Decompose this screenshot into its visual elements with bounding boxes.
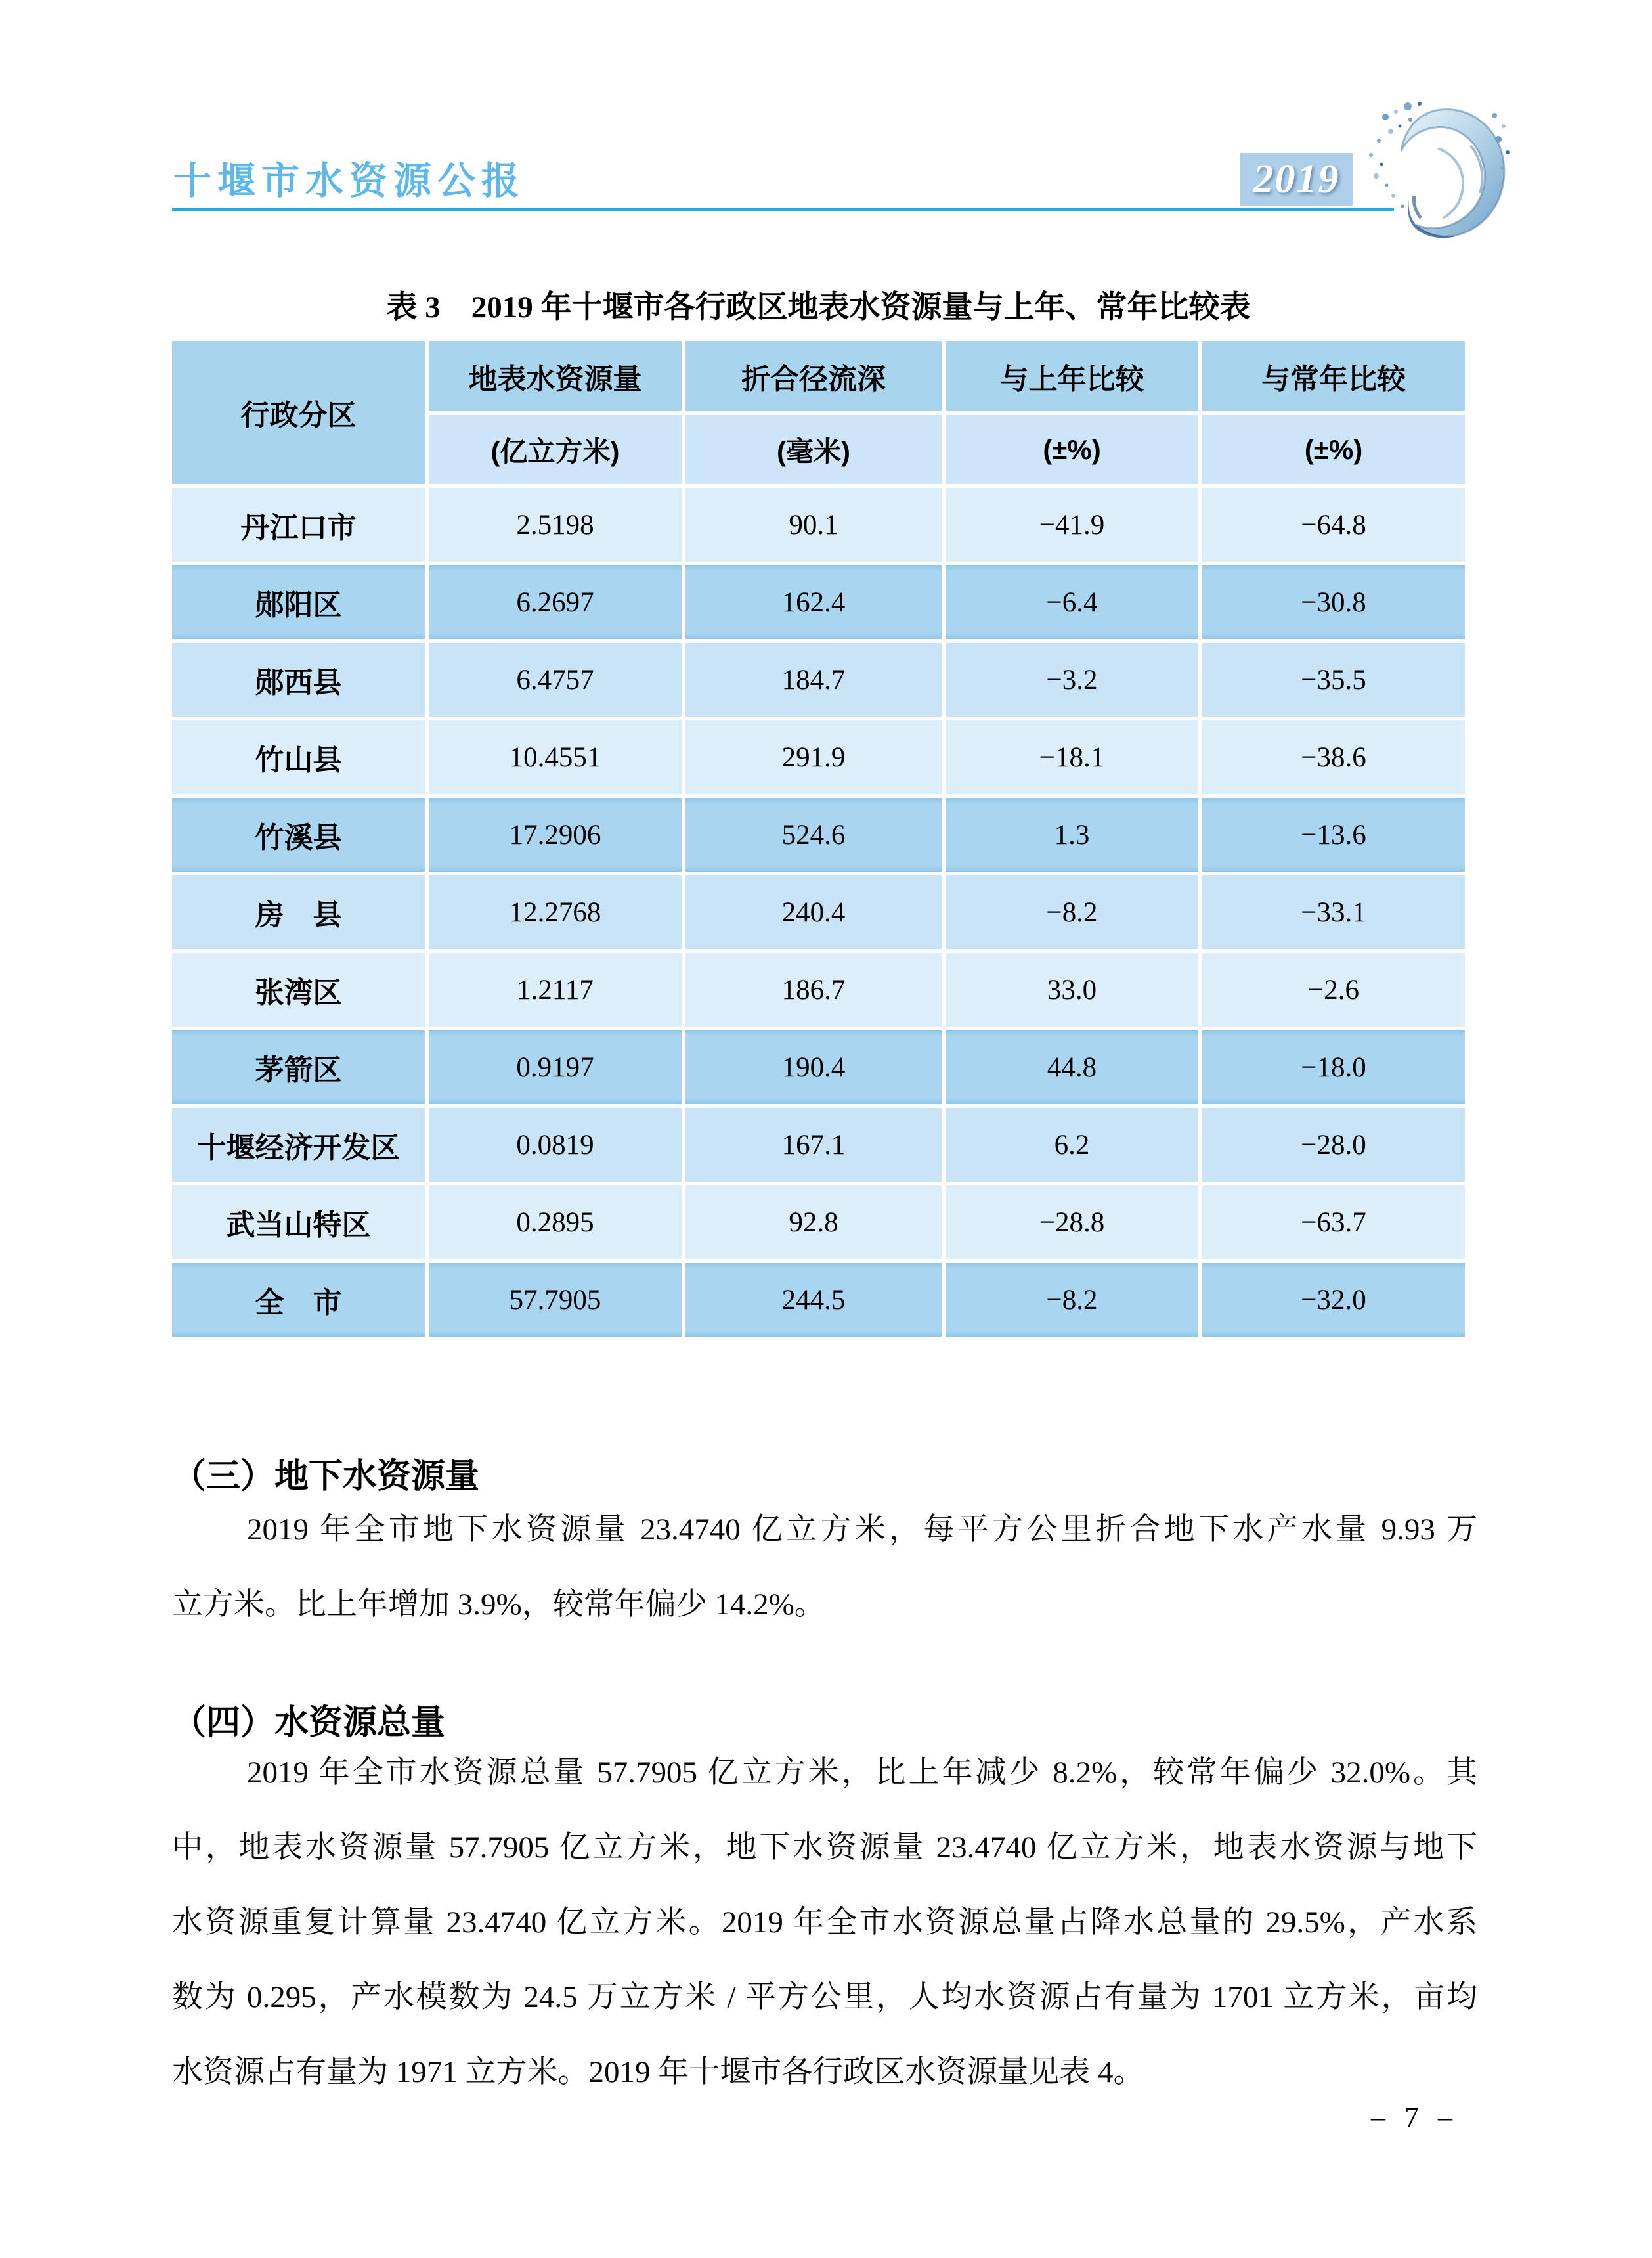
region-cell: 十堰经济开发区 xyxy=(172,1108,425,1182)
value-cell: 57.7905 xyxy=(429,1263,682,1337)
table3-header xyxy=(172,341,1465,484)
table-row xyxy=(172,565,1465,639)
value-cell: 0.0819 xyxy=(429,1108,682,1182)
value-cell: 167.1 xyxy=(685,1108,942,1182)
region-cell: 张湾区 xyxy=(172,953,425,1027)
page-number: – 7 – xyxy=(1371,2101,1452,2133)
table-row xyxy=(172,488,1465,562)
value-cell: −8.2 xyxy=(946,875,1198,949)
value-cell: 291.9 xyxy=(685,720,942,794)
value-cell: −8.2 xyxy=(946,1263,1198,1337)
table-row xyxy=(172,643,1465,717)
section-heading-total-water: （四）水资源总量 xyxy=(172,1704,446,1742)
value-cell: 0.9197 xyxy=(429,1030,682,1104)
table-row xyxy=(172,1185,1465,1259)
section-heading-groundwater: （三）地下水资源量 xyxy=(172,1457,480,1496)
header-rule xyxy=(172,208,1394,211)
table-row xyxy=(172,1030,1465,1104)
value-cell: 184.7 xyxy=(685,643,942,717)
region-cell: 竹山县 xyxy=(172,720,425,794)
unit-vs-normal: (±%) xyxy=(1202,415,1465,484)
unit-vs-last-year: (±%) xyxy=(946,415,1198,484)
column-header-surface-water: 地表水资源量 xyxy=(429,341,682,411)
paragraph-line: 水资源重复计算量 23.4740 亿立方米。2019 年全市水资源总量占降水总量的 29.5%，产水系 xyxy=(172,1905,1477,1939)
value-cell: −33.1 xyxy=(1202,875,1465,949)
table3-title: 表 3 2019 年十堰市各行政区地表水资源量与上年、常年比较表 xyxy=(386,290,1251,324)
value-cell: 44.8 xyxy=(946,1030,1198,1104)
value-cell: 186.7 xyxy=(685,953,942,1027)
table3-body xyxy=(172,488,1465,1337)
region-cell: 武当山特区 xyxy=(172,1185,425,1259)
value-cell: 92.8 xyxy=(685,1185,942,1259)
value-cell: 0.2895 xyxy=(429,1185,682,1259)
value-cell: 90.1 xyxy=(685,488,942,562)
value-cell: −28.0 xyxy=(1202,1108,1465,1182)
table-row xyxy=(172,1263,1465,1337)
table-row xyxy=(172,720,1465,794)
value-cell: 524.6 xyxy=(685,798,942,872)
value-cell: −30.8 xyxy=(1202,565,1465,639)
value-cell: −18.1 xyxy=(946,720,1198,794)
value-cell: 1.3 xyxy=(946,798,1198,872)
water-splash-image xyxy=(1347,97,1517,255)
paragraph-line: 立方米。比上年增加 3.9%，较常年偏少 14.2%。 xyxy=(172,1587,825,1622)
column-header-runoff-depth: 折合径流深 xyxy=(685,341,942,411)
value-cell: 162.4 xyxy=(685,565,942,639)
unit-runoff-depth: (毫米) xyxy=(685,415,942,484)
value-cell: 190.4 xyxy=(685,1030,942,1104)
table-row xyxy=(172,798,1465,872)
value-cell: −63.7 xyxy=(1202,1185,1465,1259)
value-cell: −32.0 xyxy=(1202,1263,1465,1337)
region-cell: 全 市 xyxy=(172,1263,425,1337)
value-cell: 6.2697 xyxy=(429,565,682,639)
value-cell: −18.0 xyxy=(1202,1030,1465,1104)
year-badge: 2019 xyxy=(1240,153,1353,206)
value-cell: 6.4757 xyxy=(429,643,682,717)
region-cell: 郧西县 xyxy=(172,643,425,717)
unit-surface-water: (亿立方米) xyxy=(429,415,682,484)
table3 xyxy=(168,337,1469,1340)
section-paragraph xyxy=(172,1735,1477,2110)
paragraph-line: 中，地表水资源量 57.7905 亿立方米，地下水资源量 23.4740 亿立方米，地表水资源与地下 xyxy=(172,1830,1477,1865)
value-cell: −35.5 xyxy=(1202,643,1465,717)
value-cell: −38.6 xyxy=(1202,720,1465,794)
value-cell: 6.2 xyxy=(946,1108,1198,1182)
value-cell: 240.4 xyxy=(685,875,942,949)
paragraph-line: 2019 年全市水资源总量 57.7905 亿立方米，比上年减少 8.2%，较常年偏少 32.0%。其 xyxy=(247,1756,1477,1790)
value-cell: −3.2 xyxy=(946,643,1198,717)
value-cell: 2.5198 xyxy=(429,488,682,562)
table-row xyxy=(172,875,1465,949)
region-cell: 丹江口市 xyxy=(172,488,425,562)
splash-swirl xyxy=(1401,110,1504,238)
document-title: 十堰市水资源公报 xyxy=(173,160,526,202)
section-paragraph xyxy=(172,1492,1477,1642)
value-cell: −13.6 xyxy=(1202,798,1465,872)
value-cell: 244.5 xyxy=(685,1263,942,1337)
paragraph-line: 数为 0.295，产水模数为 24.5 万立方米 / 平方公里，人均水资源占有量为 1701 立方米，亩均 xyxy=(172,1980,1477,2014)
value-cell: −41.9 xyxy=(946,488,1198,562)
paragraph-line: 水资源占有量为 1971 立方米。2019 年十堰市各行政区水资源量见表 4。 xyxy=(172,2055,1144,2089)
value-cell: −2.6 xyxy=(1202,953,1465,1027)
value-cell: −28.8 xyxy=(946,1185,1198,1259)
table-row xyxy=(172,1108,1465,1182)
region-cell: 房 县 xyxy=(172,875,425,949)
region-cell: 郧阳区 xyxy=(172,565,425,639)
column-header-vs-last-year: 与上年比较 xyxy=(946,341,1198,411)
value-cell: 1.2117 xyxy=(429,953,682,1027)
value-cell: 12.2768 xyxy=(429,875,682,949)
value-cell: 17.2906 xyxy=(429,798,682,872)
value-cell: 33.0 xyxy=(946,953,1198,1027)
table3-header-row-labels xyxy=(172,341,1465,411)
value-cell: −6.4 xyxy=(946,565,1198,639)
value-cell: 10.4551 xyxy=(429,720,682,794)
column-header-region: 行政分区 xyxy=(172,341,425,484)
value-cell: −64.8 xyxy=(1202,488,1465,562)
table-row xyxy=(172,953,1465,1027)
paragraph-line: 2019 年全市地下水资源量 23.4740 亿立方米，每平方公里折合地下水产水量 9.93 万 xyxy=(247,1513,1477,1547)
column-header-vs-normal: 与常年比较 xyxy=(1202,341,1465,411)
region-cell: 竹溪县 xyxy=(172,798,425,872)
region-cell: 茅箭区 xyxy=(172,1030,425,1104)
